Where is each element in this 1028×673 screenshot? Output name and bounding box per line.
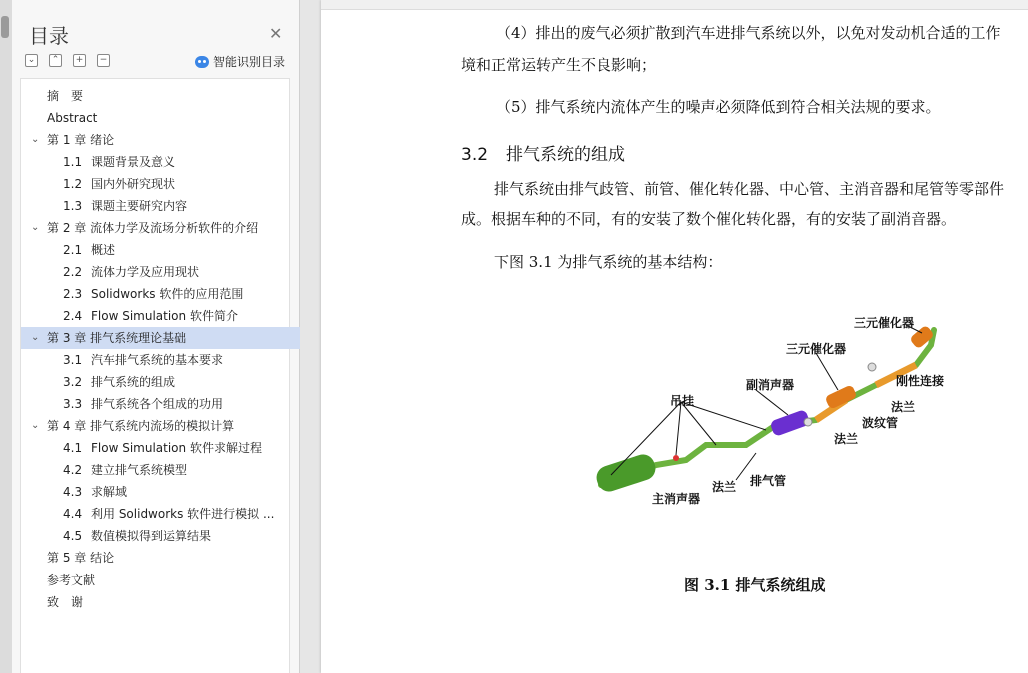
toc-item-number: 2.1 bbox=[63, 243, 83, 257]
toc-list bbox=[20, 78, 290, 673]
section-title: 排气系统的组成 bbox=[506, 145, 626, 165]
toc-item-label: 第 1 章 绪论 bbox=[47, 133, 115, 147]
edge-handle[interactable] bbox=[1, 16, 9, 38]
smart-toc-label: 智能识别目录 bbox=[213, 55, 286, 69]
section-number: 3.2 bbox=[461, 145, 489, 165]
toc-item-label: 第 5 章 结论 bbox=[47, 551, 115, 565]
toc-item-number: 2.3 bbox=[63, 287, 83, 301]
toc-item-number: 2.4 bbox=[63, 309, 83, 323]
toc-item[interactable] bbox=[21, 569, 289, 591]
toc-item-label: 概述 bbox=[91, 243, 116, 257]
toc-item-label: 求解域 bbox=[91, 485, 128, 499]
label-hanger: 吊挂 bbox=[670, 394, 695, 408]
toc-item-label: 数值模拟得到运算结果 bbox=[91, 529, 212, 543]
toc-item[interactable] bbox=[21, 481, 289, 503]
toc-item-number: 4.5 bbox=[63, 529, 83, 543]
toc-item-number: 3.2 bbox=[63, 375, 83, 389]
toc-item-label: 第 4 章 排气系统内流场的模拟计算 bbox=[47, 419, 235, 433]
toc-item[interactable] bbox=[21, 437, 289, 459]
toc-item[interactable] bbox=[21, 327, 309, 349]
toc-item-number: 4.1 bbox=[63, 441, 83, 455]
toc-item[interactable] bbox=[21, 173, 289, 195]
add-heading-icon[interactable]: + bbox=[73, 54, 86, 67]
toc-item-number: 4.3 bbox=[63, 485, 83, 499]
toc-item[interactable] bbox=[21, 415, 289, 437]
toc-item[interactable] bbox=[21, 151, 289, 173]
toc-item-label: 课题背景及意义 bbox=[91, 155, 176, 169]
chevron-down-icon[interactable]: ⌄ bbox=[31, 420, 40, 431]
label-bellows: 波纹管 bbox=[862, 416, 899, 430]
label-main-muffler: 主消声器 bbox=[652, 492, 701, 506]
toc-item-label: 第 2 章 流体力学及流场分析软件的介绍 bbox=[47, 221, 259, 235]
toc-item-label: Flow Simulation 软件求解过程 bbox=[91, 441, 262, 455]
main-muffler-shape bbox=[593, 451, 658, 494]
toc-item[interactable] bbox=[21, 195, 289, 217]
window-edge bbox=[0, 0, 12, 673]
document-page bbox=[321, 0, 1028, 673]
toc-item[interactable] bbox=[21, 261, 289, 283]
label-aux-muffler: 副消声器 bbox=[746, 378, 795, 392]
toc-item-label: 建立排气系统模型 bbox=[91, 463, 188, 477]
toc-item[interactable] bbox=[21, 371, 289, 393]
toc-item[interactable] bbox=[21, 547, 289, 569]
toc-item-label: 流体力学及应用现状 bbox=[91, 265, 200, 279]
label-exhaust-pipe: 排气管 bbox=[750, 474, 787, 488]
toc-item-label: Solidworks 软件的应用范围 bbox=[91, 287, 244, 301]
toc-item-label: 排气系统各个组成的功用 bbox=[91, 397, 224, 411]
toc-title: 目录 bbox=[29, 24, 69, 48]
toc-item-label: 致 谢 bbox=[47, 595, 84, 609]
toc-item-label: 汽车排气系统的基本要求 bbox=[91, 353, 224, 367]
paragraph-4-line2: 境和正常运转产生不良影响； bbox=[461, 56, 657, 74]
collapse-all-icon[interactable]: ⌄ bbox=[25, 54, 38, 67]
toc-item[interactable] bbox=[21, 129, 289, 151]
toc-item[interactable] bbox=[21, 85, 289, 107]
toc-item-number: 1.1 bbox=[63, 155, 83, 169]
ai-icon bbox=[195, 56, 209, 68]
toc-item-number: 4.2 bbox=[63, 463, 83, 477]
toc-item-label: 课题主要研究内容 bbox=[91, 199, 188, 213]
toc-item[interactable] bbox=[21, 525, 289, 547]
expand-all-icon[interactable]: ⌃ bbox=[49, 54, 62, 67]
paragraph-5: （5）排气系统内流体产生的噪声必须降低到符合相关法规的要求。 bbox=[496, 98, 941, 116]
toc-item[interactable] bbox=[21, 349, 289, 371]
toc-item[interactable] bbox=[21, 217, 289, 239]
label-catalyst-top: 三元催化器 bbox=[854, 316, 915, 330]
remove-heading-icon[interactable]: − bbox=[97, 54, 110, 67]
toc-item-label: 参考文献 bbox=[47, 573, 96, 587]
label-flange-2: 法兰 bbox=[834, 432, 859, 446]
ruler-strip bbox=[321, 0, 1028, 10]
toc-item-number: 3.3 bbox=[63, 397, 83, 411]
toc-item-number: 2.2 bbox=[63, 265, 83, 279]
smart-toc-button[interactable] bbox=[195, 53, 285, 70]
toc-item[interactable] bbox=[21, 459, 289, 481]
exhaust-system-figure bbox=[576, 305, 961, 520]
paragraph-composition-line2: 成。根据车种的不同，有的安装了数个催化转化器，有的安装了副消音器。 bbox=[461, 210, 957, 228]
toc-item-label: Abstract bbox=[47, 111, 98, 125]
chevron-down-icon[interactable]: ⌄ bbox=[31, 332, 40, 343]
toc-item[interactable] bbox=[21, 503, 289, 525]
toc-item-number: 4.4 bbox=[63, 507, 83, 521]
toc-item-label: 利用 Solidworks 软件进行模拟 ... bbox=[91, 507, 275, 521]
toc-item[interactable] bbox=[21, 591, 289, 613]
toc-item-label: 第 3 章 排气系统理论基础 bbox=[47, 331, 187, 345]
toc-item-number: 1.3 bbox=[63, 199, 83, 213]
close-icon[interactable]: ✕ bbox=[269, 24, 283, 43]
toc-panel bbox=[12, 0, 300, 673]
paragraph-figure-intro: 下图 3.1 为排气系统的基本结构： bbox=[494, 253, 723, 271]
toc-item-label: 排气系统的组成 bbox=[91, 375, 176, 389]
label-flange-1: 法兰 bbox=[891, 400, 916, 414]
paragraph-composition-line1: 排气系统由排气歧管、前管、催化转化器、中心管、主消音器和尾管等零部件 bbox=[494, 180, 1005, 198]
toc-item-number: 3.1 bbox=[63, 353, 83, 367]
toc-item[interactable] bbox=[21, 305, 289, 327]
toc-item[interactable] bbox=[21, 107, 289, 129]
toc-item[interactable] bbox=[21, 239, 289, 261]
toc-item-number: 1.2 bbox=[63, 177, 83, 191]
toc-item[interactable] bbox=[21, 393, 289, 415]
figure-caption: 图 3.1 排气系统组成 bbox=[684, 576, 826, 594]
label-catalyst: 三元催化器 bbox=[786, 342, 847, 356]
toc-item-label: 国内外研究现状 bbox=[91, 177, 176, 191]
toc-item-label: Flow Simulation 软件简介 bbox=[91, 309, 238, 323]
paragraph-4-line1: （4）排出的废气必须扩散到汽车进排气系统以外，以免对发动机合适的工作 bbox=[496, 24, 1001, 42]
label-rigid-joint: 刚性连接 bbox=[896, 374, 945, 388]
toc-item[interactable] bbox=[21, 283, 289, 305]
label-flange-3: 法兰 bbox=[712, 480, 737, 494]
chevron-down-icon[interactable]: ⌄ bbox=[31, 134, 40, 145]
section-heading bbox=[461, 140, 625, 165]
chevron-down-icon[interactable]: ⌄ bbox=[31, 222, 40, 233]
toc-item-label: 摘 要 bbox=[47, 89, 84, 103]
